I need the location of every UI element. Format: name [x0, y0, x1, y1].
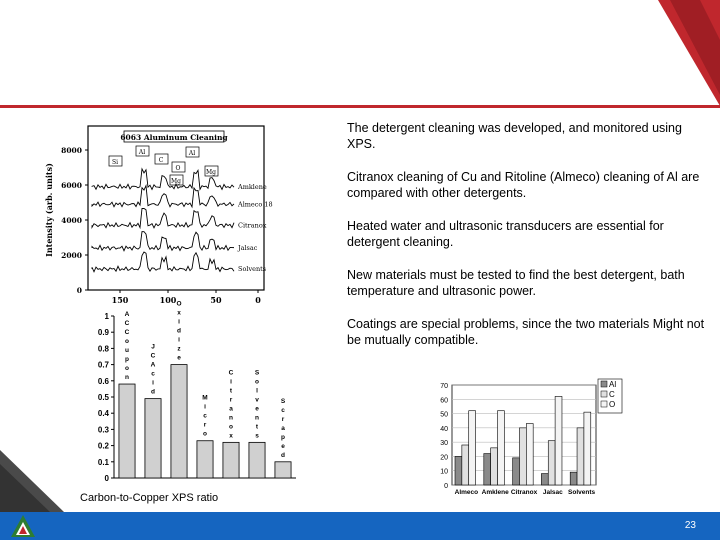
legend-label: Al [609, 380, 617, 389]
peak-label: Al [138, 149, 146, 156]
y-tick-label: 2000 [61, 251, 82, 260]
bar-al [484, 454, 491, 485]
bar-category-letter: s [255, 432, 259, 440]
peak-label: Si [111, 159, 119, 166]
bar [249, 442, 265, 478]
logo-triangle-icon [10, 514, 36, 538]
x-category-label: Almeco [454, 489, 479, 496]
series-label: Solvents [238, 265, 267, 273]
bar-o [469, 411, 476, 485]
bar-c [577, 428, 584, 485]
series-label: Citranox [238, 221, 267, 230]
bar-category-letter: t [255, 423, 259, 431]
peak-label: Mg [206, 169, 216, 176]
bar-c [519, 428, 526, 485]
chart-title: 6063 Aluminum Cleaning [120, 133, 228, 142]
y-tick-label: 0.6 [97, 376, 109, 386]
y-tick-label: 4000 [61, 216, 82, 225]
bar-category-letter: i [178, 318, 180, 326]
bar-c [462, 445, 469, 485]
bar-category-letter: a [281, 424, 285, 432]
y-tick-label: 0.3 [97, 425, 109, 435]
bullet-list [347, 120, 712, 365]
bar-o [584, 412, 591, 485]
bar-category-letter: i [230, 378, 232, 386]
bar-category-letter: z [177, 345, 181, 353]
y-tick-label: 0.2 [97, 441, 109, 451]
peak-label: Al [188, 150, 196, 157]
y-axis-label: Intensity (arb. units) [44, 163, 54, 257]
corner-decoration-bottom [0, 450, 70, 514]
bar-al [570, 472, 577, 485]
y-tick-label: 0 [444, 483, 448, 490]
bar-category-letter: c [203, 412, 207, 420]
y-tick-label: 6000 [61, 181, 82, 190]
bar-category-letter: o [125, 338, 129, 346]
bar-category-letter: C [124, 320, 130, 328]
bar-category-letter: x [177, 309, 181, 317]
bar-category-letter: S [280, 397, 286, 405]
bar-c [548, 441, 555, 485]
x-category-label: Solvents [568, 489, 596, 496]
y-tick-label: 20 [440, 454, 448, 462]
y-tick-label: 40 [440, 425, 448, 433]
y-tick-label: 1 [104, 312, 109, 321]
y-tick-label: 0 [104, 474, 109, 483]
bar-category-letter: C [150, 352, 156, 360]
bar-category-letter: n [229, 414, 233, 422]
bar [197, 441, 213, 478]
bar-category-letter: i [204, 403, 206, 411]
bar-category-letter: n [255, 414, 259, 422]
bar-c [491, 448, 498, 485]
y-tick-label: 0 [76, 286, 82, 295]
bar-o [555, 396, 562, 485]
bar [223, 442, 239, 478]
footer-bar [0, 512, 720, 540]
bar-category-letter: d [281, 451, 285, 459]
bar-category-letter: n [125, 374, 129, 382]
x-tick-label: 0 [255, 295, 261, 305]
bar-al [455, 456, 462, 485]
bar-category-letter: o [229, 423, 233, 431]
bullet-4: New materials must be tested to find the best detergent, bath temperature and ultrasonic power. [347, 268, 685, 298]
y-tick-label: 0.7 [97, 360, 109, 370]
bar-category-letter: i [178, 336, 180, 344]
peak-label: O [175, 165, 181, 172]
bullet-2: Citranox cleaning of Cu and Ritoline (Almeco) cleaning of Al are compared with other detergents. [347, 170, 700, 200]
legend-swatch [601, 391, 607, 397]
y-tick-label: 50 [440, 411, 448, 419]
series-label: Amklene [238, 182, 267, 191]
bar-o [526, 424, 533, 485]
y-tick-label: 0.4 [97, 409, 109, 419]
bar-category-letter: C [124, 329, 130, 337]
y-tick-label: 8000 [61, 146, 82, 155]
bar-category-letter: d [177, 327, 181, 335]
series-label: Jalsac [238, 244, 258, 252]
bar-category-letter: l [256, 387, 258, 395]
bar-category-letter: c [151, 370, 155, 378]
bar-category-letter: r [203, 421, 207, 429]
y-tick-label: 0.8 [97, 344, 109, 354]
header-rule [0, 105, 720, 108]
y-tick-label: 0.1 [97, 457, 109, 467]
bar-category-letter: r [229, 396, 233, 404]
bar-category-letter: e [255, 405, 259, 413]
bar-category-letter: o [125, 365, 129, 373]
bar-category-letter: t [229, 387, 233, 395]
chart-caption: Carbon-to-Copper XPS ratio [80, 492, 219, 504]
peak-label: C [158, 157, 164, 164]
bullet-1: The detergent cleaning was developed, and monitored using XPS. [347, 121, 682, 151]
bullet-3: Heated water and ultrasonic transducers are essential for detergent cleaning. [347, 219, 664, 249]
xps-spectra-chart [40, 118, 340, 313]
bullet-5: Coatings are special problems, since the two materials Might not be mutually compatible. [347, 317, 705, 347]
legend-swatch [601, 401, 607, 407]
x-category-label: Jalsac [542, 489, 563, 496]
corner-decoration-top [640, 0, 720, 106]
y-tick-label: 70 [440, 383, 448, 390]
bar-al [541, 474, 548, 485]
bar-category-letter: p [281, 433, 285, 441]
bar-category-letter: r [281, 415, 285, 423]
page-number: 23 [684, 520, 696, 531]
bar-al [513, 458, 520, 485]
peak-label: Mg [171, 178, 181, 185]
bar-category-letter: o [255, 378, 259, 386]
series-label: Almeco 18 [238, 200, 273, 209]
bar-category-letter: o [203, 430, 207, 438]
bar-category-letter: e [177, 354, 181, 362]
bar [171, 365, 187, 478]
bar-category-letter: C [228, 369, 234, 377]
bar [275, 462, 291, 478]
bar-category-letter: a [229, 405, 233, 413]
bar-category-letter: v [255, 396, 259, 404]
bar-category-letter: O [176, 300, 182, 308]
y-tick-label: 0.5 [97, 393, 109, 402]
y-tick-label: 10 [440, 468, 448, 476]
x-category-label: Citranox [510, 489, 538, 496]
bar-category-letter: A [124, 311, 130, 319]
bar-category-letter: p [125, 356, 129, 364]
x-tick-label: 100 [159, 295, 177, 305]
bar-o [498, 411, 505, 485]
x-category-label: Amklene [481, 489, 509, 496]
bar-category-letter: J [151, 343, 155, 351]
y-tick-label: 30 [440, 440, 448, 448]
bar-category-letter: M [202, 394, 208, 402]
legend-swatch [601, 381, 607, 387]
y-tick-label: 60 [440, 397, 448, 405]
bar-category-letter: A [150, 361, 156, 369]
bar-category-letter: d [151, 388, 155, 396]
bar [119, 384, 135, 478]
x-tick-label: 150 [111, 295, 129, 305]
legend-label: O [609, 400, 616, 409]
x-tick-label: 50 [210, 295, 222, 305]
bar-category-letter: i [152, 379, 154, 387]
bar-category-letter: x [229, 432, 233, 440]
bar-category-letter: e [281, 442, 285, 450]
bar-category-letter: c [281, 406, 285, 414]
bar [145, 399, 161, 478]
y-tick-label: 0.9 [97, 328, 109, 338]
bar-category-letter: u [125, 347, 129, 355]
composition-bar-chart [420, 373, 630, 501]
bar-category-letter: S [254, 369, 260, 377]
legend-label: C [609, 390, 615, 399]
